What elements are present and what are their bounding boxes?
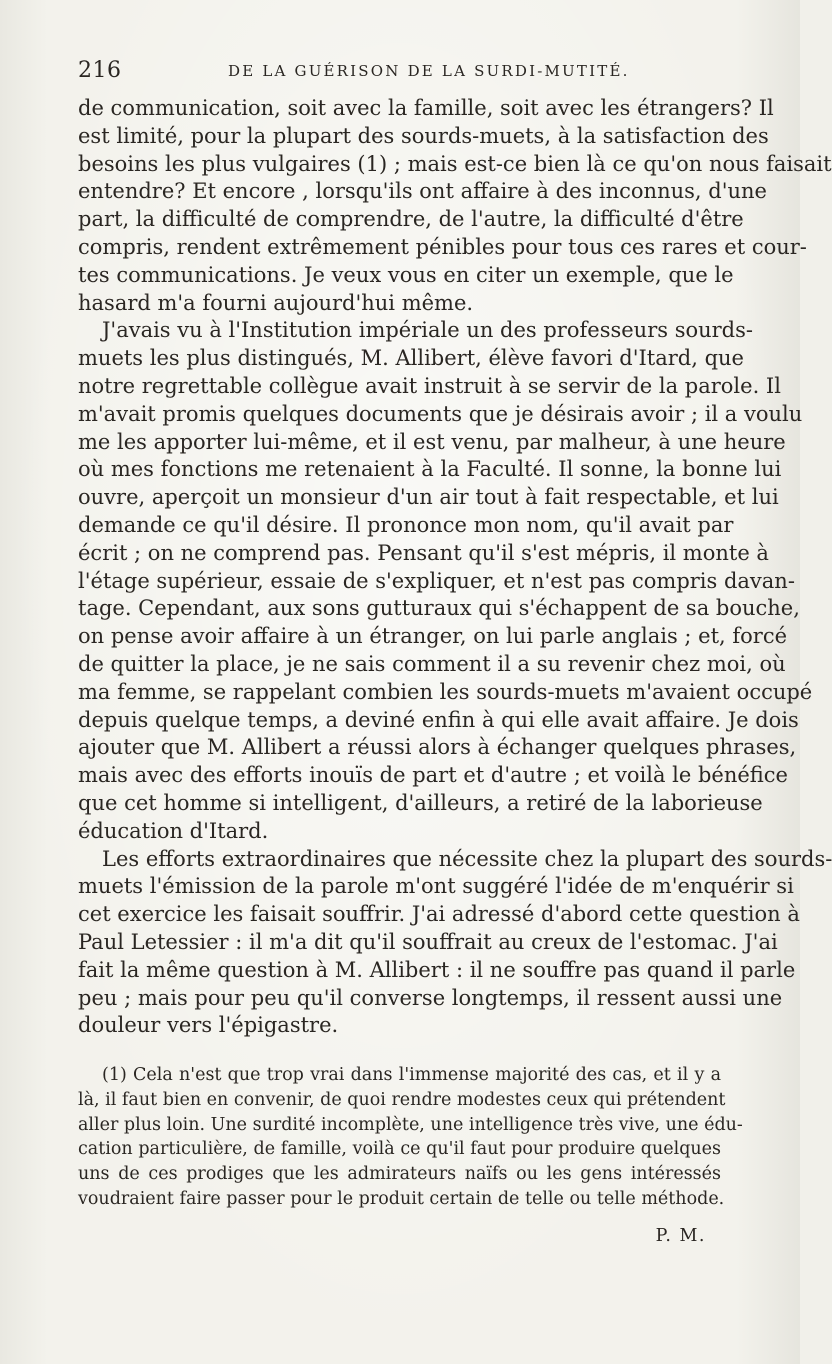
footnote-signature: P. M. [655,1226,706,1246]
text-line: écrit ; on ne comprend pas. Pensant qu'il s'est mépris, il monte à [78,540,769,565]
text-line: fait la même question à M. Allibert : il ne souffre pas quand il parle [78,957,796,982]
page-number: 216 [78,58,122,83]
footnote-line: voudraient faire passer pour le produit certain de telle ou telle méthode. [78,1188,725,1209]
text-line: mais avec des efforts inouïs de part et d'autre ; et voilà le bénéfice [78,763,788,788]
text-line: m'avait promis quelques documents que je désirais avoir ; il a voulu [78,401,803,426]
text-line: part, la difficulté de comprendre, de l'autre, la difficulté d'être [78,207,744,232]
text-line-paragraph-end: éducation d'Itard. [78,818,269,843]
text-line-paragraph-start: Les efforts extraordinaires que nécessite chez la plupart des sourds- [102,846,832,871]
text-line: de quitter la place, je ne sais comment il a su revenir chez moi, où [78,651,786,676]
text-line: tage. Cependant, aux sons gutturaux qui s'échappent de sa bouche, [78,596,800,621]
footnote-line: là, il faut bien en convenir, de quoi rendre modestes ceux qui prétendent [78,1089,726,1110]
text-line: l'étage supérieur, essaie de s'expliquer, et n'est pas compris davan- [78,568,795,593]
page-header [78,58,721,86]
text-line: demande ce qu'il désire. Il prononce mon nom, qu'il avait par [78,512,734,537]
text-line: notre regrettable collègue avait instruit à se servir de la parole. Il [78,373,781,398]
text-line: compris, rendent extrêmement pénibles pour tous ces rares et cour- [78,234,807,259]
text-line: muets les plus distingués, M. Allibert, élève favori d'Itard, que [78,346,744,371]
text-line: entendre? Et encore , lorsqu'ils ont affaire à des inconnus, d'une [78,179,767,204]
footnote-line: (1) Cela n'est que trop vrai dans l'immense majorité des cas, et il y a [102,1065,721,1085]
text-line: muets l'émission de la parole m'ont suggéré l'idée de m'enquérir si [78,874,794,899]
body-text [78,95,832,1040]
text-line-paragraph-start: J'avais vu à l'Institution impériale un des professeurs sourds- [102,318,753,343]
text-line: ouvre, aperçoit un monsieur d'un air tout à fait respectable, et lui [78,485,779,510]
text-line-paragraph-end: hasard m'a fourni aujourd'hui même. [78,290,474,315]
text-line: ajouter que M. Allibert a réussi alors à échanger quelques phrases, [78,735,797,760]
text-line: cet exercice les faisait souffrir. J'ai adressé d'abord cette question à [78,902,800,927]
text-line: Paul Letessier : il m'a dit qu'il souffrait au creux de l'estomac. J'ai [78,929,778,954]
text-line: depuis quelque temps, a deviné enfin à qui elle avait affaire. Je dois [78,707,799,732]
text-line: besoins les plus vulgaires (1) ; mais est-ce bien là ce qu'on nous faisait [78,151,832,176]
text-line: ma femme, se rappelant combien les sourds-muets m'avaient occupé [78,679,813,704]
footnote-line: aller plus loin. Une surdité incomplète, une intelligence très vive, une édu- [78,1114,743,1135]
text-line: où mes fonctions me retenaient à la Faculté. Il sonne, la bonne lui [78,457,782,482]
text-line: est limité, pour la plupart des sourds-muets, à la satisfaction des [78,123,769,148]
text-line-paragraph-end: douleur vers l'épigastre. [78,1013,339,1038]
text-line: peu ; mais pour peu qu'il converse longtemps, il ressent aussi une [78,985,783,1010]
footnote-line: cation particulière, de famille, voilà ce qu'il faut pour produire quelques [78,1139,721,1160]
footnote [78,1063,743,1212]
text-line: me les apporter lui-même, et il est venu, par malheur, à une heure [78,429,786,454]
text-line: tes communications. Je veux vous en citer un exemple, que le [78,262,734,287]
text-line: que cet homme si intelligent, d'ailleurs, a retiré de la laborieuse [78,790,763,815]
text-line: de communication, soit avec la famille, soit avec les étrangers? Il [78,96,774,120]
footnote-line: uns de ces prodiges que les admirateurs naïfs ou les gens intéressés [78,1164,721,1185]
text-line: on pense avoir affaire à un étranger, on lui parle anglais ; et, forcé [78,624,788,649]
running-head: DE LA GUÉRISON DE LA SURDI-MUTITÉ. [228,62,630,80]
